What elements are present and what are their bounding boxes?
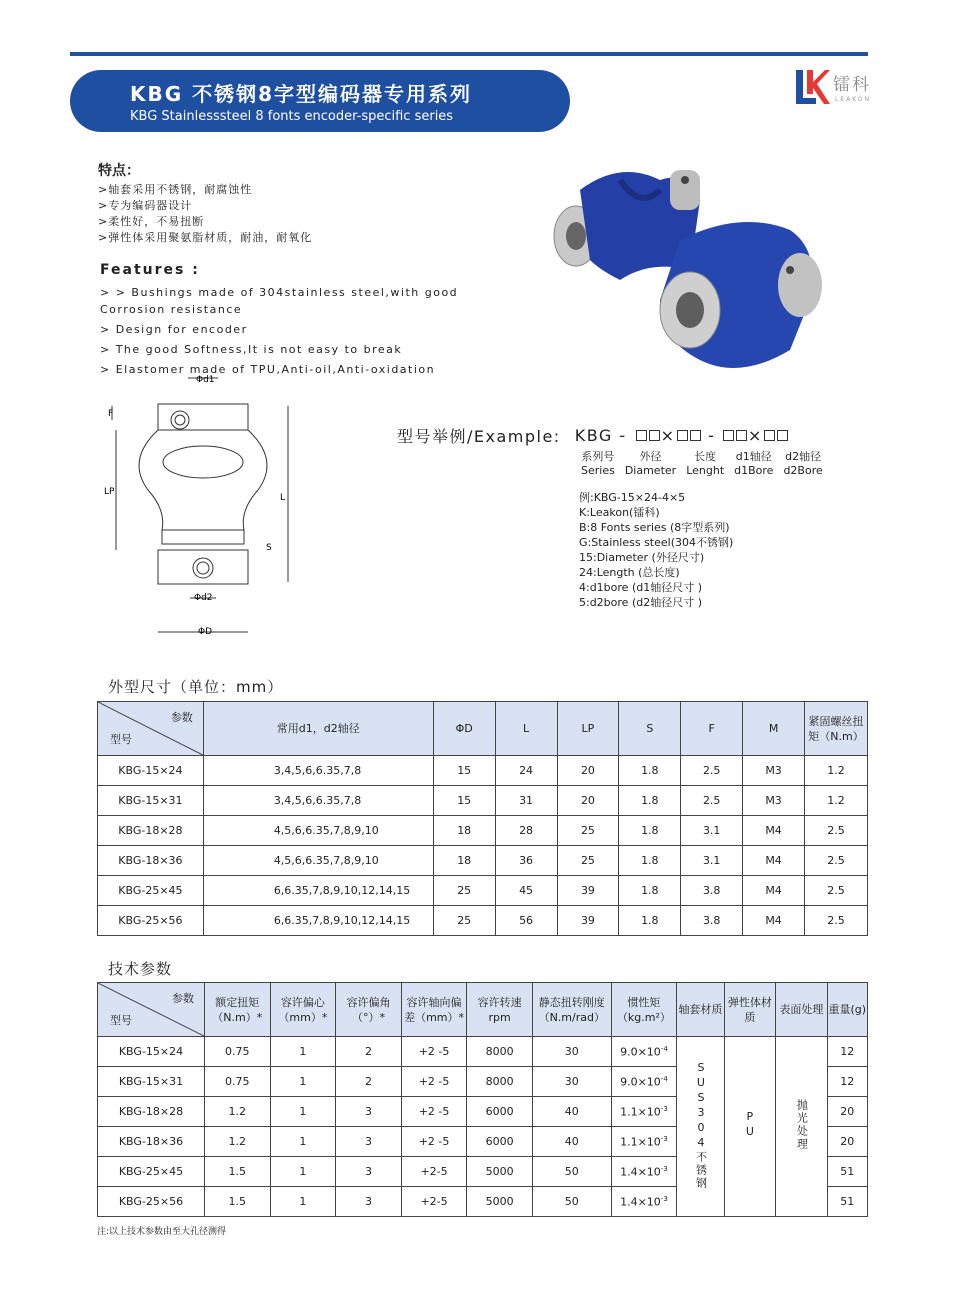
table-cell: 3: [336, 1157, 402, 1187]
example-prefix: 型号举例/Example:: [397, 427, 561, 446]
table-cell: 18: [433, 846, 495, 876]
table-cell: 50: [532, 1157, 611, 1187]
dim-header: ΦD: [433, 702, 495, 756]
dimensions-table: [97, 701, 868, 936]
logo-en: LEAKON: [835, 96, 872, 103]
table-cell: 3.1: [681, 816, 743, 846]
table-row: [98, 846, 868, 876]
dim-header: L: [495, 702, 557, 756]
table-cell: 1.8: [619, 786, 681, 816]
table-row: [98, 876, 868, 906]
table-cell: KBG-15×31: [98, 1067, 205, 1097]
table-cell: +2 -5: [401, 1067, 467, 1097]
example-label: d2轴径 d2Bore: [783, 450, 823, 477]
table-cell: KBG-15×24: [98, 1037, 205, 1067]
top-rule: [70, 52, 868, 56]
tech-header: 容许轴向偏差（mm）*: [401, 983, 467, 1037]
features-cn-item: >轴套采用不锈钢，耐腐蚀性: [98, 183, 253, 196]
example-list: 例:KBG-15×24-4×5 K:Leakon(镭科) B:8 Fonts series (8字型系列) G:Stainless steel(304不锈钢) 15:Diameter (外径尺寸) 24:Length (总长度) 4:d1bore (d1轴径尺寸 ) 5:d2bore (d2轴径尺寸 ): [579, 491, 734, 609]
table-row: [98, 906, 868, 936]
dimension-drawing: [96, 370, 316, 645]
features-en-item: > Design for encoder: [100, 323, 248, 336]
table-cell: 1.5: [204, 1187, 270, 1217]
table-cell: KBG-18×36: [98, 846, 204, 876]
table-cell: 51: [827, 1157, 867, 1187]
surface-treatment-cell: 抛光处理: [776, 1037, 827, 1217]
tech-header: 重量(g): [827, 983, 867, 1037]
example-label: 系列号 Series: [581, 450, 615, 477]
table-cell: 1.2: [805, 756, 868, 786]
table-cell: 20: [827, 1097, 867, 1127]
table-cell: KBG-25×45: [98, 876, 204, 906]
table-cell: 3: [336, 1187, 402, 1217]
table-cell: +2-5: [401, 1187, 467, 1217]
table-cell: 25: [433, 906, 495, 936]
features-cn-item: >柔性好，不易扭断: [98, 215, 205, 228]
table-cell: 2.5: [681, 786, 743, 816]
table-cell: 2.5: [805, 876, 868, 906]
table-cell: 1: [270, 1037, 336, 1067]
technical-table: [97, 982, 868, 1217]
dim-header: M: [743, 702, 805, 756]
example-label: 长度 Lenght: [686, 450, 725, 477]
elastomer-material-cell: PU: [724, 1037, 775, 1217]
dimensions-title: 外型尺寸（单位：mm）: [108, 678, 284, 696]
features-cn-heading: 特点：: [98, 163, 140, 179]
table-cell: 20: [827, 1127, 867, 1157]
table-cell: 1.8: [619, 846, 681, 876]
dim-header: F: [681, 702, 743, 756]
table-cell: 2.5: [805, 906, 868, 936]
table-cell: 40: [532, 1097, 611, 1127]
tech-header: 额定扭矩（N.m）*: [204, 983, 270, 1037]
table-cell: 3,4,5,6,6.35,7,8: [203, 756, 433, 786]
table-cell: 2: [336, 1037, 402, 1067]
table-cell: 6,6.35,7,8,9,10,12,14,15: [203, 906, 433, 936]
table-cell: 50: [532, 1187, 611, 1217]
dim-d2-label: Φd2: [194, 593, 213, 603]
table-cell: 25: [433, 876, 495, 906]
dim-f-label: F: [108, 409, 114, 419]
table-cell: 1.8: [619, 756, 681, 786]
table-cell: 8000: [467, 1037, 533, 1067]
table-cell: M4: [743, 846, 805, 876]
tech-header: 弹性体材质: [724, 983, 775, 1037]
table-cell: 24: [495, 756, 557, 786]
table-cell: +2 -5: [401, 1037, 467, 1067]
table-cell: 1.2: [204, 1097, 270, 1127]
table-cell: 8000: [467, 1067, 533, 1097]
hub-material-cell: SUS304不锈钢: [677, 1037, 724, 1217]
table-cell: 1.8: [619, 816, 681, 846]
table-cell: M3: [743, 786, 805, 816]
table-row: [98, 816, 868, 846]
table-cell: 25: [557, 846, 619, 876]
table-cell: KBG-25×56: [98, 906, 204, 936]
features-en-item: > Elastomer made of TPU,Anti-oil,Anti-oxidation: [100, 363, 436, 376]
table-cell: 36: [495, 846, 557, 876]
table-cell: M4: [743, 906, 805, 936]
table-cell: 20: [557, 786, 619, 816]
table-cell: KBG-25×45: [98, 1157, 205, 1187]
table-cell: 1: [270, 1067, 336, 1097]
table-cell: 51: [827, 1187, 867, 1217]
table-cell: 18: [433, 816, 495, 846]
table-cell: 3.8: [681, 906, 743, 936]
table-cell: M4: [743, 876, 805, 906]
table-cell: 0.75: [204, 1067, 270, 1097]
table-cell: 2.5: [805, 816, 868, 846]
table-cell: 15: [433, 756, 495, 786]
dim-l-label: L: [280, 493, 286, 503]
title-banner: [70, 70, 570, 132]
table-cell: KBG-18×28: [98, 1097, 205, 1127]
features-en: [100, 262, 480, 381]
table-cell: 1.2: [805, 786, 868, 816]
table-cell: 2: [336, 1067, 402, 1097]
title-en: KBG Stainlesssteel 8 fonts encoder-specific series: [130, 109, 454, 124]
coupling-large-image: [660, 222, 822, 368]
model-example: 型号举例/Example: KBG - × - × 系列号 Series 外径 Diameter 长度 Lenght d1轴径 d1Bore d2轴径 d2Bore 例:KBG-15×24-4×5 K:Leakon(镭科) B:8 Fonts series (8字型系列) G:Stainless steel(304不锈钢) 15:Diameter (外径尺寸) 24:Length (总长度) 4:d1bore (d1轴径尺寸 ) 5:d2bore (d2轴径尺寸 ): [397, 424, 867, 447]
table-cell: 28: [495, 816, 557, 846]
logo-cn: 镭科: [833, 75, 871, 95]
table-cell: 4,5,6,6.35,7,8,9,10: [203, 846, 433, 876]
tech-header: 容许转速rpm: [467, 983, 533, 1037]
inertia-cell: $1.1\times 10^{-3}$: [611, 1097, 677, 1127]
title-cn: KBG 不锈钢8字型编码器专用系列: [130, 82, 473, 106]
table-cell: 1: [270, 1097, 336, 1127]
table-cell: 3.1: [681, 846, 743, 876]
features-en-heading: Features :: [100, 262, 200, 278]
leakon-logo-icon: [793, 68, 831, 108]
brand-logo: [793, 68, 873, 112]
table-cell: KBG-18×36: [98, 1127, 205, 1157]
table-cell: 3.8: [681, 876, 743, 906]
features-cn-item: >弹性体采用聚氨脂材质，耐油，耐氧化: [98, 231, 313, 244]
technical-title: 技术参数: [108, 960, 173, 978]
example-code: KBG -: [574, 426, 627, 445]
inertia-cell: $9.0\times 10^{-4}$: [611, 1067, 677, 1097]
table-cell: 31: [495, 786, 557, 816]
example-label: 外径 Diameter: [624, 450, 677, 477]
table-cell: KBG-18×28: [98, 816, 204, 846]
table-cell: KBG-15×31: [98, 786, 204, 816]
inertia-cell: $1.1\times 10^{-3}$: [611, 1127, 677, 1157]
features-en-item: > > Bushings made of 304stainless steel,with good Corrosion resistance: [100, 286, 459, 316]
table-cell: 4,5,6,6.35,7,8,9,10: [203, 816, 433, 846]
tech-header: 惯性矩（kg.m²）: [611, 983, 677, 1037]
dim-s-label: S: [266, 543, 272, 553]
inertia-cell: $9.0\times 10^{-4}$: [611, 1037, 677, 1067]
table-cell: 1: [270, 1187, 336, 1217]
table-cell: +2-5: [401, 1157, 467, 1187]
table-cell: 45: [495, 876, 557, 906]
table-cell: 56: [495, 906, 557, 936]
dim-d1-label: Φd1: [196, 375, 215, 385]
product-photo: [540, 150, 830, 390]
table-cell: 3: [336, 1097, 402, 1127]
dim-header: 紧固螺丝扭矩（N.m）: [805, 702, 868, 756]
inertia-cell: $1.4\times 10^{-3}$: [611, 1157, 677, 1187]
table-cell: 12: [827, 1067, 867, 1097]
table-cell: 1.8: [619, 906, 681, 936]
table-cell: +2 -5: [401, 1097, 467, 1127]
table-cell: M4: [743, 816, 805, 846]
table-cell: 2.5: [681, 756, 743, 786]
table-cell: 3: [336, 1127, 402, 1157]
table-cell: 0.75: [204, 1037, 270, 1067]
table-cell: 25: [557, 816, 619, 846]
table-cell: 40: [532, 1127, 611, 1157]
features-cn-item: >专为编码器设计: [98, 199, 193, 212]
table-cell: 1: [270, 1157, 336, 1187]
table-cell: 20: [557, 756, 619, 786]
table-cell: 6,6.35,7,8,9,10,12,14,15: [203, 876, 433, 906]
table-cell: 3,4,5,6,6.35,7,8: [203, 786, 433, 816]
table-cell: 12: [827, 1037, 867, 1067]
tech-header: 容许偏角（°）*: [336, 983, 402, 1037]
table-cell: 6000: [467, 1097, 533, 1127]
table-cell: 1: [270, 1127, 336, 1157]
table-cell: M3: [743, 756, 805, 786]
table-cell: 5000: [467, 1157, 533, 1187]
dim-lp-label: LP: [104, 487, 115, 497]
features-cn: [98, 160, 312, 246]
tech-corner-header: 参数 型号: [98, 983, 205, 1037]
tech-header: 静态扭转刚度（N.m/rad）: [532, 983, 611, 1037]
table-cell: 39: [557, 906, 619, 936]
table-cell: 1.5: [204, 1157, 270, 1187]
table-cell: KBG-15×24: [98, 756, 204, 786]
dim-header: S: [619, 702, 681, 756]
table-row: [98, 756, 868, 786]
footnote: 注:以上技术参数由至大孔径测得: [97, 1227, 227, 1237]
dim-D-label: ΦD: [198, 627, 213, 637]
table-cell: 39: [557, 876, 619, 906]
inertia-cell: $1.4\times 10^{-3}$: [611, 1187, 677, 1217]
table-cell: 6000: [467, 1127, 533, 1157]
tech-header: 轴套材质: [677, 983, 724, 1037]
table-cell: 2.5: [805, 846, 868, 876]
tech-header: 容许偏心（mm）*: [270, 983, 336, 1037]
table-cell: 1.8: [619, 876, 681, 906]
table-cell: 5000: [467, 1187, 533, 1217]
dim-corner-header: 参数 型号: [98, 702, 204, 756]
tech-header: 表面处理: [776, 983, 827, 1037]
table-cell: 30: [532, 1037, 611, 1067]
table-cell: +2 -5: [401, 1127, 467, 1157]
dim-header: LP: [557, 702, 619, 756]
table-cell: 30: [532, 1067, 611, 1097]
features-en-item: > The good Softness,It is not easy to break: [100, 343, 403, 356]
table-cell: KBG-25×56: [98, 1187, 205, 1217]
example-label: d1轴径 d1Bore: [734, 450, 774, 477]
table-cell: 1.2: [204, 1127, 270, 1157]
dim-header: 常用d1，d2轴径: [203, 702, 433, 756]
table-row: [98, 1037, 868, 1067]
table-cell: 15: [433, 786, 495, 816]
table-row: [98, 786, 868, 816]
